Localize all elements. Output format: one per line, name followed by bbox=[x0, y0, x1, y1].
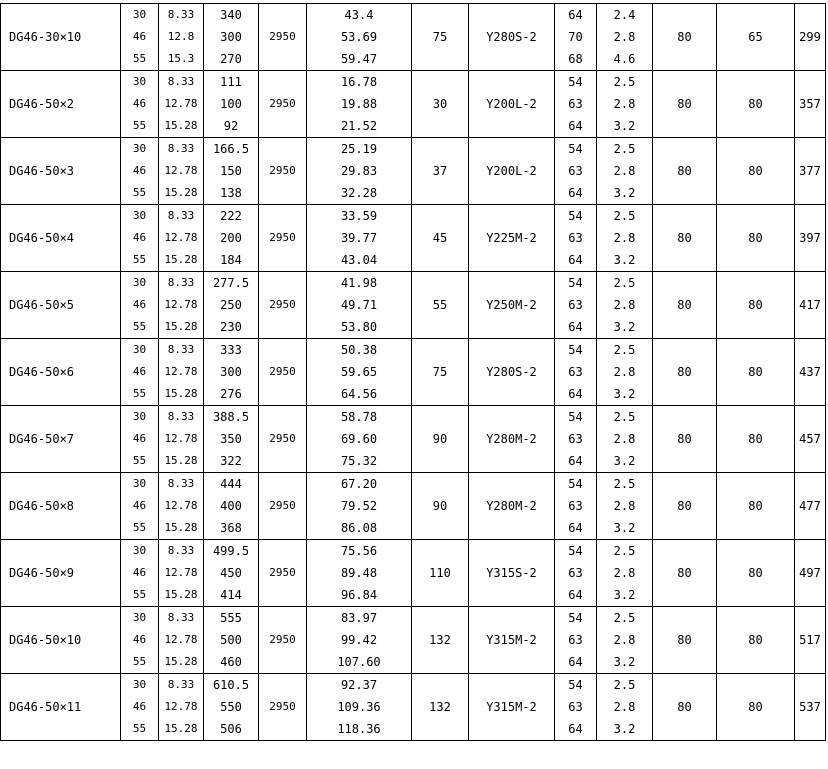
npsh-cell: 2.8 bbox=[597, 696, 653, 718]
motor-model-cell: Y315M-2 bbox=[469, 607, 555, 674]
motor-power-cell: 75 bbox=[412, 339, 469, 406]
npsh-cell: 2.5 bbox=[597, 674, 653, 697]
flow-m3h-cell: 46 bbox=[121, 562, 159, 584]
npsh-cell: 2.4 bbox=[597, 4, 653, 27]
efficiency-cell: 54 bbox=[555, 205, 597, 228]
speed-cell: 2950 bbox=[259, 473, 307, 540]
weight-cell: 397 bbox=[795, 205, 826, 272]
efficiency-cell: 64 bbox=[555, 383, 597, 406]
head-cell: 270 bbox=[204, 48, 259, 71]
head-cell: 550 bbox=[204, 696, 259, 718]
outlet-cell: 80 bbox=[717, 540, 795, 607]
head-cell: 222 bbox=[204, 205, 259, 228]
shaft-power-cell: 33.59 bbox=[307, 205, 412, 228]
flow-ls-cell: 8.33 bbox=[159, 205, 204, 228]
flow-ls-cell: 15.28 bbox=[159, 450, 204, 473]
npsh-cell: 3.2 bbox=[597, 517, 653, 540]
npsh-cell: 2.8 bbox=[597, 361, 653, 383]
weight-cell: 299 bbox=[795, 4, 826, 71]
flow-m3h-cell: 46 bbox=[121, 696, 159, 718]
outlet-cell: 80 bbox=[717, 339, 795, 406]
flow-ls-cell: 15.28 bbox=[159, 383, 204, 406]
npsh-cell: 2.5 bbox=[597, 339, 653, 362]
table-row bbox=[1, 205, 826, 228]
npsh-cell: 2.5 bbox=[597, 540, 653, 563]
npsh-cell: 2.5 bbox=[597, 272, 653, 295]
flow-m3h-cell: 55 bbox=[121, 316, 159, 339]
model-cell: DG46-30×10 bbox=[1, 4, 121, 71]
flow-ls-cell: 8.33 bbox=[159, 339, 204, 362]
head-cell: 100 bbox=[204, 93, 259, 115]
speed-cell: 2950 bbox=[259, 607, 307, 674]
flow-ls-cell: 15.28 bbox=[159, 517, 204, 540]
inlet-cell: 80 bbox=[653, 674, 717, 741]
motor-model-cell: Y225M-2 bbox=[469, 205, 555, 272]
flow-ls-cell: 8.33 bbox=[159, 473, 204, 496]
flow-ls-cell: 15.28 bbox=[159, 182, 204, 205]
npsh-cell: 3.2 bbox=[597, 249, 653, 272]
flow-ls-cell: 12.78 bbox=[159, 696, 204, 718]
head-cell: 499.5 bbox=[204, 540, 259, 563]
flow-m3h-cell: 46 bbox=[121, 26, 159, 48]
model-cell: DG46-50×10 bbox=[1, 607, 121, 674]
npsh-cell: 2.5 bbox=[597, 205, 653, 228]
outlet-cell: 80 bbox=[717, 607, 795, 674]
flow-ls-cell: 8.33 bbox=[159, 540, 204, 563]
motor-model-cell: Y315M-2 bbox=[469, 674, 555, 741]
model-cell: DG46-50×7 bbox=[1, 406, 121, 473]
npsh-cell: 3.2 bbox=[597, 383, 653, 406]
shaft-power-cell: 109.36 bbox=[307, 696, 412, 718]
flow-ls-cell: 15.28 bbox=[159, 316, 204, 339]
efficiency-cell: 64 bbox=[555, 651, 597, 674]
model-cell: DG46-50×11 bbox=[1, 674, 121, 741]
head-cell: 414 bbox=[204, 584, 259, 607]
model-cell: DG46-50×9 bbox=[1, 540, 121, 607]
shaft-power-cell: 67.20 bbox=[307, 473, 412, 496]
npsh-cell: 3.2 bbox=[597, 450, 653, 473]
speed-cell: 2950 bbox=[259, 205, 307, 272]
outlet-cell: 65 bbox=[717, 4, 795, 71]
flow-ls-cell: 12.78 bbox=[159, 160, 204, 182]
motor-model-cell: Y315S-2 bbox=[469, 540, 555, 607]
shaft-power-cell: 29.83 bbox=[307, 160, 412, 182]
motor-model-cell: Y280S-2 bbox=[469, 339, 555, 406]
shaft-power-cell: 53.80 bbox=[307, 316, 412, 339]
efficiency-cell: 63 bbox=[555, 629, 597, 651]
head-cell: 340 bbox=[204, 4, 259, 27]
motor-power-cell: 90 bbox=[412, 406, 469, 473]
shaft-power-cell: 58.78 bbox=[307, 406, 412, 429]
table-row bbox=[1, 473, 826, 496]
flow-ls-cell: 15.28 bbox=[159, 584, 204, 607]
flow-ls-cell: 12.8 bbox=[159, 26, 204, 48]
head-cell: 184 bbox=[204, 249, 259, 272]
head-cell: 322 bbox=[204, 450, 259, 473]
npsh-cell: 3.2 bbox=[597, 651, 653, 674]
shaft-power-cell: 21.52 bbox=[307, 115, 412, 138]
head-cell: 111 bbox=[204, 71, 259, 94]
shaft-power-cell: 19.88 bbox=[307, 93, 412, 115]
speed-cell: 2950 bbox=[259, 406, 307, 473]
shaft-power-cell: 49.71 bbox=[307, 294, 412, 316]
head-cell: 138 bbox=[204, 182, 259, 205]
model-cell: DG46-50×5 bbox=[1, 272, 121, 339]
flow-ls-cell: 15.28 bbox=[159, 115, 204, 138]
speed-cell: 2950 bbox=[259, 540, 307, 607]
pump-spec-table bbox=[0, 3, 826, 741]
shaft-power-cell: 107.60 bbox=[307, 651, 412, 674]
motor-power-cell: 132 bbox=[412, 607, 469, 674]
weight-cell: 357 bbox=[795, 71, 826, 138]
flow-m3h-cell: 55 bbox=[121, 517, 159, 540]
flow-m3h-cell: 55 bbox=[121, 48, 159, 71]
shaft-power-cell: 75.56 bbox=[307, 540, 412, 563]
shaft-power-cell: 83.97 bbox=[307, 607, 412, 630]
table-row bbox=[1, 272, 826, 295]
flow-ls-cell: 12.78 bbox=[159, 227, 204, 249]
efficiency-cell: 63 bbox=[555, 160, 597, 182]
flow-m3h-cell: 46 bbox=[121, 160, 159, 182]
inlet-cell: 80 bbox=[653, 272, 717, 339]
weight-cell: 437 bbox=[795, 339, 826, 406]
table-row bbox=[1, 607, 826, 630]
shaft-power-cell: 59.65 bbox=[307, 361, 412, 383]
weight-cell: 497 bbox=[795, 540, 826, 607]
table-row bbox=[1, 138, 826, 161]
shaft-power-cell: 96.84 bbox=[307, 584, 412, 607]
speed-cell: 2950 bbox=[259, 339, 307, 406]
motor-power-cell: 45 bbox=[412, 205, 469, 272]
outlet-cell: 80 bbox=[717, 138, 795, 205]
table-body bbox=[1, 4, 826, 741]
shaft-power-cell: 25.19 bbox=[307, 138, 412, 161]
efficiency-cell: 63 bbox=[555, 495, 597, 517]
table-row bbox=[1, 540, 826, 563]
flow-m3h-cell: 46 bbox=[121, 428, 159, 450]
inlet-cell: 80 bbox=[653, 540, 717, 607]
shaft-power-cell: 53.69 bbox=[307, 26, 412, 48]
efficiency-cell: 54 bbox=[555, 540, 597, 563]
shaft-power-cell: 99.42 bbox=[307, 629, 412, 651]
outlet-cell: 80 bbox=[717, 473, 795, 540]
weight-cell: 377 bbox=[795, 138, 826, 205]
flow-ls-cell: 15.28 bbox=[159, 651, 204, 674]
model-cell: DG46-50×2 bbox=[1, 71, 121, 138]
npsh-cell: 2.8 bbox=[597, 160, 653, 182]
flow-ls-cell: 15.28 bbox=[159, 249, 204, 272]
shaft-power-cell: 64.56 bbox=[307, 383, 412, 406]
table-row bbox=[1, 4, 826, 27]
flow-m3h-cell: 30 bbox=[121, 607, 159, 630]
npsh-cell: 3.2 bbox=[597, 316, 653, 339]
table-row bbox=[1, 339, 826, 362]
flow-ls-cell: 8.33 bbox=[159, 138, 204, 161]
head-cell: 250 bbox=[204, 294, 259, 316]
speed-cell: 2950 bbox=[259, 138, 307, 205]
npsh-cell: 2.8 bbox=[597, 428, 653, 450]
efficiency-cell: 64 bbox=[555, 316, 597, 339]
flow-ls-cell: 12.78 bbox=[159, 562, 204, 584]
npsh-cell: 2.5 bbox=[597, 138, 653, 161]
flow-ls-cell: 12.78 bbox=[159, 361, 204, 383]
efficiency-cell: 64 bbox=[555, 450, 597, 473]
shaft-power-cell: 79.52 bbox=[307, 495, 412, 517]
shaft-power-cell: 16.78 bbox=[307, 71, 412, 94]
efficiency-cell: 54 bbox=[555, 339, 597, 362]
npsh-cell: 2.8 bbox=[597, 93, 653, 115]
flow-m3h-cell: 46 bbox=[121, 93, 159, 115]
flow-m3h-cell: 30 bbox=[121, 272, 159, 295]
model-cell: DG46-50×3 bbox=[1, 138, 121, 205]
head-cell: 300 bbox=[204, 361, 259, 383]
flow-ls-cell: 15.28 bbox=[159, 718, 204, 741]
head-cell: 150 bbox=[204, 160, 259, 182]
efficiency-cell: 63 bbox=[555, 227, 597, 249]
flow-m3h-cell: 30 bbox=[121, 540, 159, 563]
inlet-cell: 80 bbox=[653, 607, 717, 674]
table-row bbox=[1, 674, 826, 697]
inlet-cell: 80 bbox=[653, 138, 717, 205]
motor-power-cell: 110 bbox=[412, 540, 469, 607]
npsh-cell: 2.5 bbox=[597, 71, 653, 94]
model-cell: DG46-50×4 bbox=[1, 205, 121, 272]
flow-m3h-cell: 30 bbox=[121, 71, 159, 94]
efficiency-cell: 64 bbox=[555, 249, 597, 272]
flow-ls-cell: 8.33 bbox=[159, 4, 204, 27]
outlet-cell: 80 bbox=[717, 205, 795, 272]
head-cell: 350 bbox=[204, 428, 259, 450]
flow-ls-cell: 12.78 bbox=[159, 93, 204, 115]
model-cell: DG46-50×8 bbox=[1, 473, 121, 540]
speed-cell: 2950 bbox=[259, 71, 307, 138]
flow-ls-cell: 8.33 bbox=[159, 272, 204, 295]
flow-m3h-cell: 30 bbox=[121, 4, 159, 27]
head-cell: 333 bbox=[204, 339, 259, 362]
head-cell: 460 bbox=[204, 651, 259, 674]
flow-m3h-cell: 55 bbox=[121, 450, 159, 473]
weight-cell: 457 bbox=[795, 406, 826, 473]
flow-m3h-cell: 46 bbox=[121, 227, 159, 249]
shaft-power-cell: 92.37 bbox=[307, 674, 412, 697]
inlet-cell: 80 bbox=[653, 4, 717, 71]
shaft-power-cell: 69.60 bbox=[307, 428, 412, 450]
head-cell: 388.5 bbox=[204, 406, 259, 429]
shaft-power-cell: 75.32 bbox=[307, 450, 412, 473]
flow-ls-cell: 12.78 bbox=[159, 629, 204, 651]
table-row bbox=[1, 71, 826, 94]
head-cell: 506 bbox=[204, 718, 259, 741]
weight-cell: 517 bbox=[795, 607, 826, 674]
flow-ls-cell: 15.3 bbox=[159, 48, 204, 71]
head-cell: 230 bbox=[204, 316, 259, 339]
outlet-cell: 80 bbox=[717, 272, 795, 339]
efficiency-cell: 54 bbox=[555, 71, 597, 94]
model-cell: DG46-50×6 bbox=[1, 339, 121, 406]
efficiency-cell: 54 bbox=[555, 473, 597, 496]
motor-power-cell: 132 bbox=[412, 674, 469, 741]
flow-m3h-cell: 55 bbox=[121, 651, 159, 674]
flow-m3h-cell: 46 bbox=[121, 495, 159, 517]
flow-ls-cell: 12.78 bbox=[159, 428, 204, 450]
flow-m3h-cell: 55 bbox=[121, 249, 159, 272]
shaft-power-cell: 59.47 bbox=[307, 48, 412, 71]
inlet-cell: 80 bbox=[653, 71, 717, 138]
table-row bbox=[1, 406, 826, 429]
motor-model-cell: Y280M-2 bbox=[469, 406, 555, 473]
flow-ls-cell: 12.78 bbox=[159, 495, 204, 517]
efficiency-cell: 54 bbox=[555, 272, 597, 295]
shaft-power-cell: 50.38 bbox=[307, 339, 412, 362]
npsh-cell: 2.5 bbox=[597, 607, 653, 630]
flow-m3h-cell: 46 bbox=[121, 629, 159, 651]
flow-ls-cell: 12.78 bbox=[159, 294, 204, 316]
npsh-cell: 2.8 bbox=[597, 26, 653, 48]
head-cell: 400 bbox=[204, 495, 259, 517]
flow-m3h-cell: 55 bbox=[121, 182, 159, 205]
flow-ls-cell: 8.33 bbox=[159, 71, 204, 94]
npsh-cell: 2.8 bbox=[597, 294, 653, 316]
npsh-cell: 3.2 bbox=[597, 718, 653, 741]
flow-m3h-cell: 46 bbox=[121, 294, 159, 316]
motor-power-cell: 90 bbox=[412, 473, 469, 540]
flow-ls-cell: 8.33 bbox=[159, 406, 204, 429]
efficiency-cell: 54 bbox=[555, 406, 597, 429]
speed-cell: 2950 bbox=[259, 4, 307, 71]
motor-model-cell: Y280M-2 bbox=[469, 473, 555, 540]
efficiency-cell: 63 bbox=[555, 294, 597, 316]
flow-m3h-cell: 46 bbox=[121, 361, 159, 383]
efficiency-cell: 64 bbox=[555, 115, 597, 138]
efficiency-cell: 64 bbox=[555, 584, 597, 607]
head-cell: 300 bbox=[204, 26, 259, 48]
head-cell: 444 bbox=[204, 473, 259, 496]
flow-m3h-cell: 30 bbox=[121, 674, 159, 697]
flow-m3h-cell: 30 bbox=[121, 406, 159, 429]
outlet-cell: 80 bbox=[717, 71, 795, 138]
efficiency-cell: 63 bbox=[555, 93, 597, 115]
motor-model-cell: Y200L-2 bbox=[469, 71, 555, 138]
inlet-cell: 80 bbox=[653, 406, 717, 473]
efficiency-cell: 64 bbox=[555, 517, 597, 540]
weight-cell: 477 bbox=[795, 473, 826, 540]
efficiency-cell: 54 bbox=[555, 607, 597, 630]
efficiency-cell: 54 bbox=[555, 138, 597, 161]
npsh-cell: 3.2 bbox=[597, 115, 653, 138]
efficiency-cell: 64 bbox=[555, 182, 597, 205]
head-cell: 610.5 bbox=[204, 674, 259, 697]
efficiency-cell: 54 bbox=[555, 674, 597, 697]
shaft-power-cell: 118.36 bbox=[307, 718, 412, 741]
flow-m3h-cell: 55 bbox=[121, 718, 159, 741]
efficiency-cell: 70 bbox=[555, 26, 597, 48]
inlet-cell: 80 bbox=[653, 205, 717, 272]
shaft-power-cell: 43.04 bbox=[307, 249, 412, 272]
efficiency-cell: 64 bbox=[555, 4, 597, 27]
shaft-power-cell: 32.28 bbox=[307, 182, 412, 205]
head-cell: 500 bbox=[204, 629, 259, 651]
npsh-cell: 2.8 bbox=[597, 227, 653, 249]
npsh-cell: 3.2 bbox=[597, 584, 653, 607]
efficiency-cell: 63 bbox=[555, 428, 597, 450]
flow-m3h-cell: 55 bbox=[121, 383, 159, 406]
weight-cell: 537 bbox=[795, 674, 826, 741]
flow-m3h-cell: 30 bbox=[121, 138, 159, 161]
shaft-power-cell: 39.77 bbox=[307, 227, 412, 249]
motor-power-cell: 37 bbox=[412, 138, 469, 205]
head-cell: 276 bbox=[204, 383, 259, 406]
shaft-power-cell: 86.08 bbox=[307, 517, 412, 540]
efficiency-cell: 63 bbox=[555, 696, 597, 718]
shaft-power-cell: 89.48 bbox=[307, 562, 412, 584]
npsh-cell: 2.8 bbox=[597, 562, 653, 584]
flow-m3h-cell: 30 bbox=[121, 473, 159, 496]
efficiency-cell: 64 bbox=[555, 718, 597, 741]
flow-m3h-cell: 30 bbox=[121, 339, 159, 362]
flow-m3h-cell: 55 bbox=[121, 584, 159, 607]
inlet-cell: 80 bbox=[653, 473, 717, 540]
outlet-cell: 80 bbox=[717, 406, 795, 473]
motor-model-cell: Y200L-2 bbox=[469, 138, 555, 205]
npsh-cell: 3.2 bbox=[597, 182, 653, 205]
weight-cell: 417 bbox=[795, 272, 826, 339]
head-cell: 166.5 bbox=[204, 138, 259, 161]
shaft-power-cell: 43.4 bbox=[307, 4, 412, 27]
outlet-cell: 80 bbox=[717, 674, 795, 741]
speed-cell: 2950 bbox=[259, 674, 307, 741]
head-cell: 450 bbox=[204, 562, 259, 584]
flow-ls-cell: 8.33 bbox=[159, 674, 204, 697]
npsh-cell: 4.6 bbox=[597, 48, 653, 71]
efficiency-cell: 63 bbox=[555, 562, 597, 584]
motor-power-cell: 30 bbox=[412, 71, 469, 138]
head-cell: 200 bbox=[204, 227, 259, 249]
inlet-cell: 80 bbox=[653, 339, 717, 406]
efficiency-cell: 63 bbox=[555, 361, 597, 383]
npsh-cell: 2.8 bbox=[597, 629, 653, 651]
head-cell: 555 bbox=[204, 607, 259, 630]
npsh-cell: 2.5 bbox=[597, 473, 653, 496]
npsh-cell: 2.5 bbox=[597, 406, 653, 429]
head-cell: 92 bbox=[204, 115, 259, 138]
motor-power-cell: 55 bbox=[412, 272, 469, 339]
flow-m3h-cell: 55 bbox=[121, 115, 159, 138]
motor-power-cell: 75 bbox=[412, 4, 469, 71]
motor-model-cell: Y250M-2 bbox=[469, 272, 555, 339]
head-cell: 368 bbox=[204, 517, 259, 540]
flow-m3h-cell: 30 bbox=[121, 205, 159, 228]
motor-model-cell: Y280S-2 bbox=[469, 4, 555, 71]
flow-ls-cell: 8.33 bbox=[159, 607, 204, 630]
efficiency-cell: 68 bbox=[555, 48, 597, 71]
shaft-power-cell: 41.98 bbox=[307, 272, 412, 295]
head-cell: 277.5 bbox=[204, 272, 259, 295]
speed-cell: 2950 bbox=[259, 272, 307, 339]
npsh-cell: 2.8 bbox=[597, 495, 653, 517]
